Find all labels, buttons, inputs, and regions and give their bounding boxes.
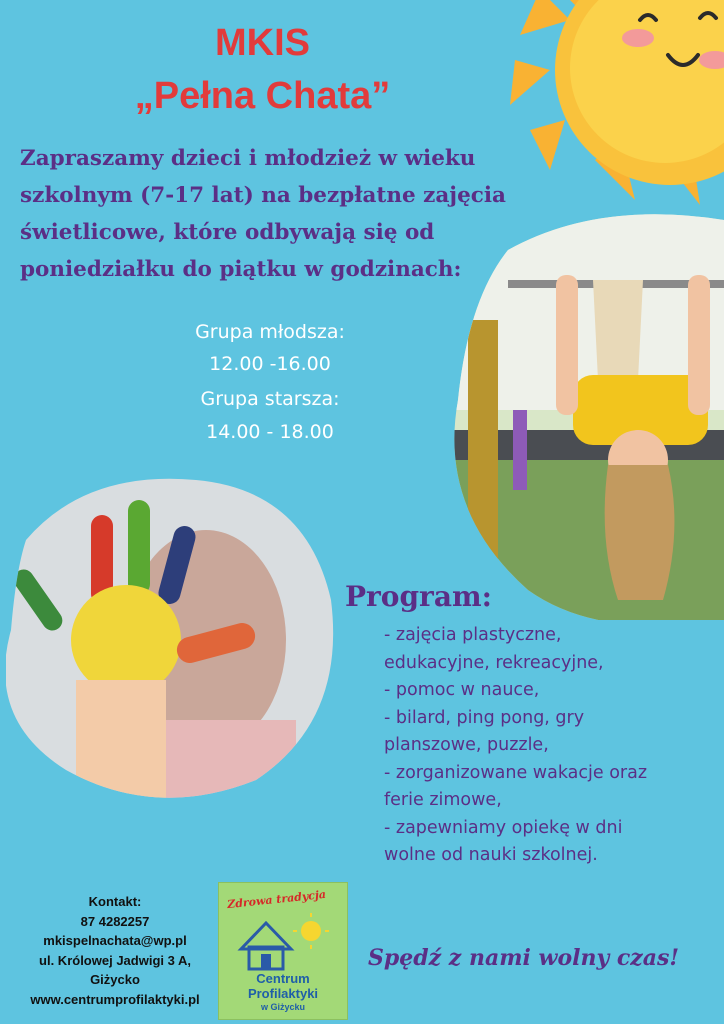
program-line: - zorganizowane wakacje oraz [384, 762, 648, 783]
child-playground-photo [448, 210, 724, 620]
program-line: - zapewniamy opiekę w dni [384, 817, 623, 838]
slogan: Spędź z nami wolny czas! [368, 945, 680, 971]
younger-group-label: Grupa młodsza: [195, 321, 345, 343]
intro-line: świetlicowe, które odbywają się od [20, 220, 435, 245]
contact-phone: 87 4282257 [80, 913, 150, 929]
contact-label: Kontakt: [88, 894, 142, 909]
title-line-2: „Pełna Chata” [134, 75, 391, 117]
intro-line: szkolnym (7-17 lat) na bezpłatne zajęcia [20, 183, 506, 208]
contact-street: ul. Królowej Jadwigi 3 A, [39, 952, 191, 968]
house-sun-icon [231, 909, 335, 971]
contact-city: Giżycko [90, 972, 140, 987]
logo-name-3: w Giżycku [260, 1002, 305, 1012]
contact-email[interactable]: mkispelnachata@wp.pl [43, 933, 187, 948]
program-heading: Program: [345, 580, 492, 613]
program-line: planszowe, puzzle, [384, 735, 549, 755]
program-line: ferie zimowe, [384, 790, 502, 810]
older-group-hours: 14.00 - 18.00 [206, 421, 334, 443]
title-line-1: MKIS [215, 22, 310, 64]
logo-tagline: Zdrowa tradycja [226, 887, 327, 912]
program-line: edukacyjne, rekreacyjne, [384, 652, 604, 673]
program-line: - pomoc w nauce, [384, 680, 540, 700]
program-line: - bilard, ping pong, gry [384, 707, 585, 728]
intro-line: Zapraszamy dzieci i młodzież w wieku [20, 146, 476, 171]
contact-block [20, 892, 210, 1009]
logo-name-1: Centrum [256, 971, 310, 986]
painted-hand-photo [6, 470, 336, 800]
program-line: wolne od nauki szkolnej. [384, 845, 598, 865]
older-group-label: Grupa starsza: [200, 388, 340, 410]
intro-line: poniedziałku do piątku w godzinach: [20, 257, 462, 282]
logo-name-2: Profilaktyki [247, 986, 319, 1001]
younger-group-hours: 12.00 -16.00 [209, 353, 331, 375]
centrum-profilaktyki-logo [218, 882, 348, 1020]
program-line: - zajęcia plastyczne, [384, 625, 562, 645]
contact-website[interactable]: www.centrumprofilaktyki.pl [30, 991, 200, 1007]
program-list [384, 622, 714, 870]
